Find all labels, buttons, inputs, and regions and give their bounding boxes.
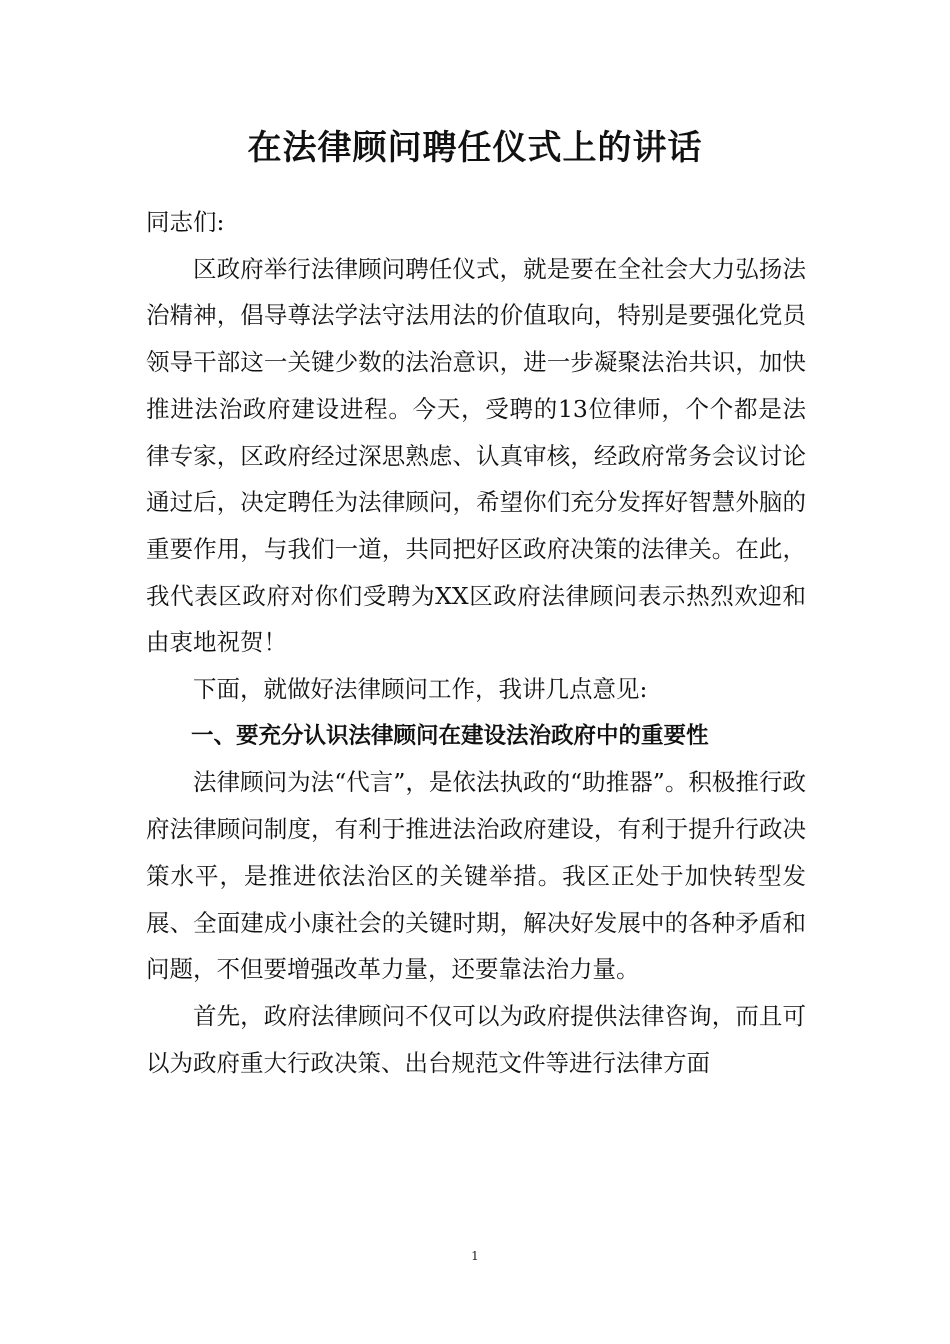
document-title: 在法律顾问聘任仪式上的讲话 [247,128,703,168]
paragraph-transition: 下面，就做好法律顾问工作，我讲几点意见: [193,675,648,704]
document-body [146,199,806,1086]
paragraph-section-2: 首先，政府法律顾问不仅可以为政府提供法律咨询，而且可以为政府重大行政决策、出台规范文件等进行法律方面 [146,1001,806,1077]
salutation: 同志们: [146,208,225,236]
paragraph-section-1: 法律顾问为法“代言”，是依法执政的“助推器”。积极推行政府法律顾问制度，有利于推进法治政府建设，有利于提升行政决策水平，是推进依法治区的关键举措。我区正处于加快转型发展、全面建成小康社会的关键时期，解决好发展中的各种矛盾和问题，不但要增强改革力量，还要靠法治力量。 [146,768,806,984]
paragraph-intro: 区政府举行法律顾问聘任仪式，就是要在全社会大力弘扬法治精神，倡导尊法学法守法用法的价值取向，特别是要强化党员领导干部这一关键少数的法治意识，进一步凝聚法治共识，加快推进法治政府建设进程。今天，受聘的13位律师，个个都是法律专家，区政府经过深思熟虑、认真审核，经政府常务会议讨论通过后，决定聘任为法律顾问，希望你们充分发挥好智慧外脑的重要作用，与我们一道，共同把好区政府决策的法律关。在此，我代表区政府对你们受聘为XX区政府法律顾问表示热烈欢迎和由衷地祝贺！ [146,254,806,657]
section-heading: 一、要充分认识法律顾问在建设法治政府中的重要性 [191,722,709,749]
page-number: 1 [471,1249,479,1263]
